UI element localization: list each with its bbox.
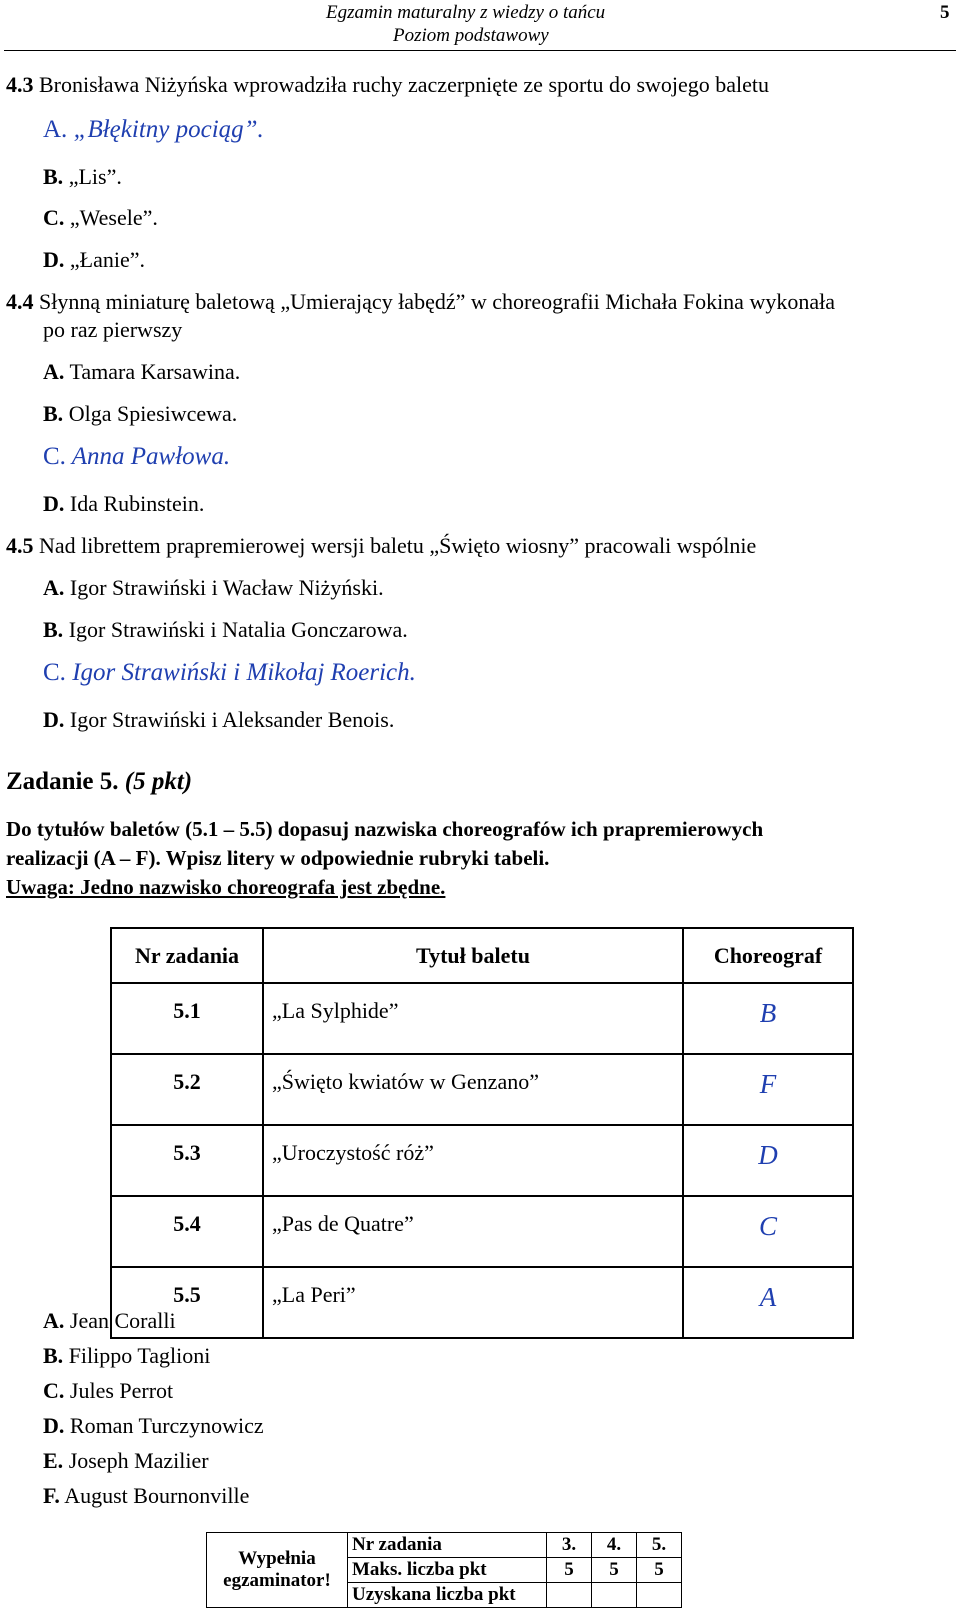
- option-4-4-b: [43, 401, 237, 427]
- choice-letter: C.: [43, 1378, 65, 1403]
- table-header-choreographer: Choreograf: [683, 928, 853, 983]
- examiner-label: [207, 1533, 348, 1608]
- table-row: [111, 1196, 853, 1267]
- score-cell: 5: [547, 1558, 592, 1583]
- question-4-5: [6, 533, 756, 559]
- score-input-cell[interactable]: [547, 1583, 592, 1608]
- score-row-name: Uzyskana liczba pkt: [348, 1583, 547, 1608]
- choreographer-f: [43, 1483, 249, 1509]
- choice-text: Jean Coralli: [69, 1308, 176, 1333]
- examiner-label-line2: egzaminator!: [223, 1570, 331, 1591]
- table-row: [111, 1125, 853, 1196]
- task-label: Zadanie 5.: [6, 768, 119, 795]
- option-letter: D.: [43, 247, 65, 272]
- table-header-title: Tytuł baletu: [263, 928, 683, 983]
- option-letter: D.: [43, 707, 65, 732]
- choreographer-d: [43, 1413, 264, 1439]
- option-text: „Wesele”.: [69, 205, 158, 230]
- choice-letter: A.: [43, 1308, 65, 1333]
- choice-text: Joseph Mazilier: [68, 1448, 209, 1473]
- question-text: Bronisława Niżyńska wprowadziła ruchy zaczerpnięte ze sportu do swojego baletu: [39, 72, 770, 97]
- option-text: Igor Strawiński i Aleksander Benois.: [69, 707, 395, 732]
- option-4-3-a: [43, 116, 264, 144]
- score-input-cell[interactable]: [637, 1583, 682, 1608]
- option-letter: C.: [43, 443, 66, 470]
- choice-text: Filippo Taglioni: [68, 1343, 211, 1368]
- row-title: „Święto kwiatów w Genzano”: [263, 1054, 683, 1125]
- option-letter: A.: [43, 116, 68, 143]
- choreographer-e: [43, 1448, 209, 1474]
- option-text: Ida Rubinstein.: [69, 491, 205, 516]
- option-text: Igor Strawiński i Natalia Gonczarowa.: [68, 617, 408, 642]
- option-letter: C.: [43, 659, 66, 686]
- answer-cell[interactable]: [683, 1267, 853, 1338]
- question-number: 4.5: [6, 533, 34, 558]
- option-4-4-d: [43, 491, 204, 517]
- task-instruction-2: realizacji (A – F). Wpisz litery w odpowiednie rubryki tabeli.: [6, 846, 550, 870]
- choreographer-a: [43, 1308, 176, 1334]
- option-letter: D.: [43, 491, 65, 516]
- option-4-3-b: [43, 164, 122, 190]
- row-title: „Pas de Quatre”: [263, 1196, 683, 1267]
- question-text: Nad librettem prapremierowej wersji baletu „Święto wiosny” pracowali wspólnie: [39, 533, 757, 558]
- option-text: Anna Pawłowa.: [71, 443, 231, 470]
- score-input-cell[interactable]: [592, 1583, 637, 1608]
- choice-letter: F.: [43, 1483, 60, 1508]
- score-table: [206, 1532, 682, 1608]
- task-note: Uwaga: Jedno nazwisko choreografa jest zbędne.: [6, 875, 446, 899]
- option-letter: B.: [43, 164, 64, 189]
- table-header-nr: Nr zadania: [111, 928, 263, 983]
- examiner-label-line1: Wypełnia: [238, 1548, 316, 1569]
- score-row-name: Nr zadania: [348, 1533, 547, 1558]
- table-header-row: [111, 928, 853, 983]
- option-4-5-a: [43, 575, 384, 601]
- row-title: „Uroczystość róż”: [263, 1125, 683, 1196]
- matching-table: [110, 927, 854, 1339]
- choreographer-b: [43, 1343, 210, 1369]
- choice-text: Jules Perrot: [69, 1378, 174, 1403]
- header-exam-title: Egzamin maturalny z wiedzy o tańcu: [326, 2, 606, 23]
- option-letter: A.: [43, 575, 65, 600]
- question-number: 4.4: [6, 289, 34, 314]
- score-cell: 5.: [637, 1533, 682, 1558]
- choice-text: August Bournonville: [64, 1483, 250, 1508]
- answer-value: A: [759, 1282, 777, 1312]
- option-4-4-c: [43, 443, 230, 471]
- row-nr: 5.5: [111, 1267, 263, 1338]
- option-letter: A.: [43, 359, 65, 384]
- option-4-4-a: [43, 359, 240, 385]
- option-4-5-d: [43, 707, 394, 733]
- answer-value: F: [759, 1069, 777, 1099]
- question-4-4-cont: po raz pierwszy: [43, 317, 183, 342]
- option-text: Olga Spiesiwcewa.: [68, 401, 238, 426]
- table-row: [111, 1267, 853, 1338]
- option-letter: B.: [43, 617, 64, 642]
- option-text: Tamara Karsawina.: [69, 359, 241, 384]
- row-nr: 5.3: [111, 1125, 263, 1196]
- score-row: [207, 1533, 682, 1558]
- question-4-4: [6, 289, 835, 315]
- table-row: [111, 1054, 853, 1125]
- task-points: (5 pkt): [124, 768, 193, 795]
- answer-cell[interactable]: [683, 1196, 853, 1267]
- choice-letter: D.: [43, 1413, 65, 1438]
- header-level: Poziom podstawowy: [393, 25, 549, 46]
- option-text: Igor Strawiński i Wacław Niżyński.: [69, 575, 384, 600]
- row-nr: 5.1: [111, 983, 263, 1054]
- answer-cell[interactable]: [683, 1054, 853, 1125]
- row-nr: 5.2: [111, 1054, 263, 1125]
- page-number: 5: [940, 2, 950, 23]
- score-cell: 4.: [592, 1533, 637, 1558]
- option-letter: B.: [43, 401, 64, 426]
- table-row: [111, 983, 853, 1054]
- option-4-3-c: [43, 205, 158, 231]
- option-text: „Błękitny pociąg”.: [73, 116, 264, 143]
- question-4-3: [6, 72, 769, 98]
- row-title: „La Sylphide”: [263, 983, 683, 1054]
- row-title: „La Peri”: [263, 1267, 683, 1338]
- choice-letter: E.: [43, 1448, 64, 1473]
- task-instruction-1: Do tytułów baletów (5.1 – 5.5) dopasuj nazwiska choreografów ich prapremierowych: [6, 817, 764, 841]
- choice-text: Roman Turczynowicz: [69, 1413, 264, 1438]
- answer-value: D: [758, 1140, 778, 1170]
- choreographer-c: [43, 1378, 173, 1404]
- question-text: Słynną miniaturę baletową „Umierający łabędź” w choreografii Michała Fokina wykonała: [39, 289, 835, 314]
- option-4-3-d: [43, 247, 145, 273]
- score-row-name: Maks. liczba pkt: [348, 1558, 547, 1583]
- score-cell: 5: [592, 1558, 637, 1583]
- answer-value: B: [759, 998, 777, 1028]
- answer-value: C: [758, 1211, 777, 1241]
- choice-letter: B.: [43, 1343, 64, 1368]
- option-4-5-b: [43, 617, 408, 643]
- answer-cell[interactable]: [683, 983, 853, 1054]
- row-nr: 5.4: [111, 1196, 263, 1267]
- header-rule: [4, 50, 956, 51]
- answer-cell[interactable]: [683, 1125, 853, 1196]
- option-text: Igor Strawiński i Mikołaj Roerich.: [72, 659, 416, 686]
- option-letter: C.: [43, 205, 65, 230]
- question-number: 4.3: [6, 72, 34, 97]
- task-title: [6, 768, 192, 796]
- score-cell: 5: [637, 1558, 682, 1583]
- option-text: „Lis”.: [68, 164, 122, 189]
- option-text: „Łanie”.: [69, 247, 145, 272]
- score-cell: 3.: [547, 1533, 592, 1558]
- option-4-5-c: [43, 659, 416, 687]
